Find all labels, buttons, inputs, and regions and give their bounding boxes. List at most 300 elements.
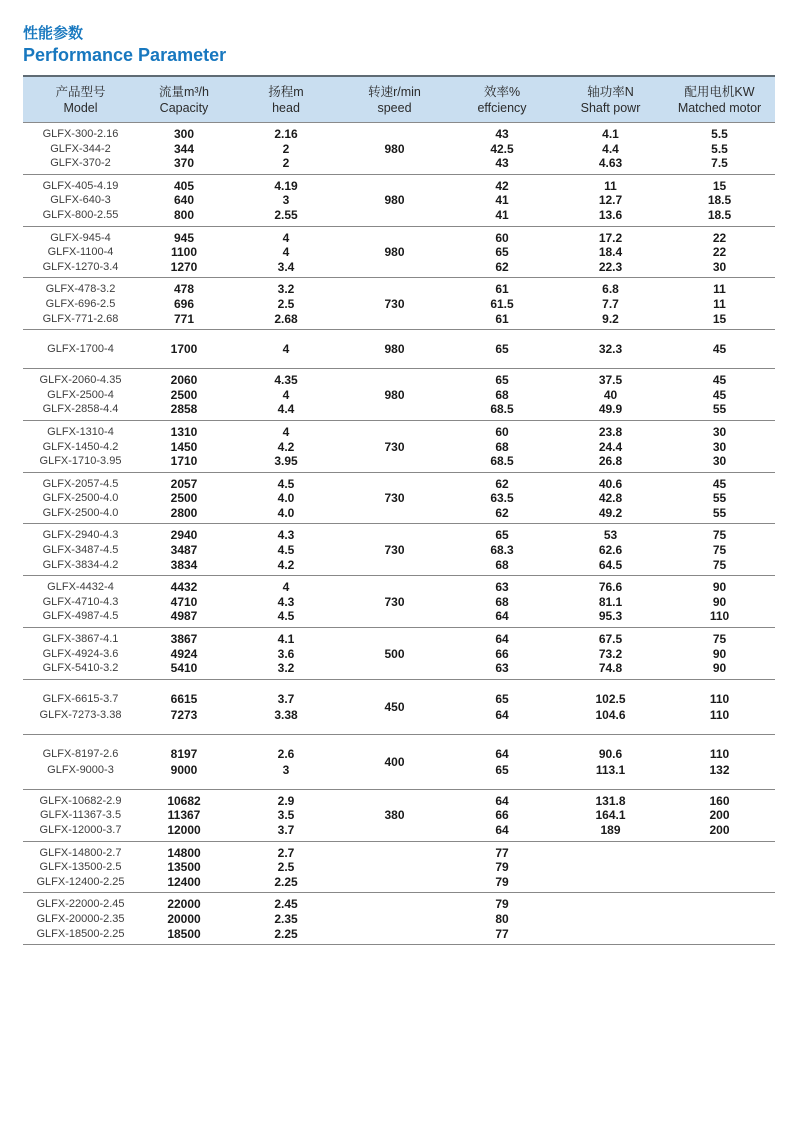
- value-cell: 3.2: [277, 282, 295, 297]
- speed-cell: 980: [384, 141, 405, 156]
- value-cell: 77: [495, 845, 509, 860]
- value-cell: 3.38: [274, 707, 298, 722]
- table-group: [23, 628, 775, 680]
- value-cell: 11: [713, 282, 726, 297]
- value-cell: 90: [712, 661, 727, 676]
- value-cell: 14800: [167, 845, 201, 860]
- value-cell: 4.5: [277, 609, 295, 624]
- value-cell: 640: [173, 193, 195, 208]
- speed-cell: 980: [384, 387, 405, 402]
- value-cell: 9.2: [602, 311, 619, 326]
- value-cell: 79: [495, 860, 509, 875]
- column-header-en: speed: [377, 101, 412, 115]
- value-cell: 22: [712, 230, 727, 245]
- model-cell: GLFX-945-4: [50, 231, 111, 244]
- value-cell: 15: [712, 178, 727, 193]
- value-cell: 65: [495, 691, 509, 706]
- table-group: [23, 680, 775, 735]
- value-cell: 4.4: [602, 141, 619, 156]
- value-cell: 1710: [170, 454, 198, 469]
- column-header-zh: 产品型号: [55, 85, 106, 99]
- value-cell: 696: [173, 296, 195, 311]
- value-cell: 2.16: [274, 127, 298, 141]
- value-cell: 1700: [170, 342, 198, 357]
- value-cell: 4.63: [598, 156, 623, 171]
- value-cell: 64: [495, 746, 509, 761]
- column-header-zh: 效率%: [483, 85, 521, 99]
- column-header-zh: 扬程m: [268, 85, 304, 99]
- value-cell: 1270: [170, 259, 198, 274]
- value-cell: 3: [282, 193, 290, 208]
- value-cell: 2500: [170, 491, 198, 506]
- model-cell: GLFX-1710-3.95: [39, 455, 122, 468]
- value-cell: 1450: [170, 439, 198, 454]
- table-group: [23, 735, 775, 790]
- model-cell: GLFX-2060-4.35: [39, 374, 122, 387]
- value-cell: 66: [495, 646, 509, 661]
- value-cell: 189: [600, 823, 621, 837]
- value-cell: 63.5: [490, 491, 514, 506]
- value-cell: 478: [173, 282, 195, 297]
- model-cell: GLFX-800-2.55: [42, 208, 119, 221]
- value-cell: 63: [495, 580, 509, 595]
- model-cell: GLFX-13500-2.5: [39, 861, 122, 874]
- value-cell: 64: [495, 609, 509, 624]
- value-cell: 8197: [170, 746, 198, 761]
- value-cell: 75: [712, 557, 727, 572]
- value-cell: 18.5: [707, 193, 732, 208]
- speed-cell: 730: [384, 543, 405, 558]
- model-cell: GLFX-2500-4.0: [42, 506, 119, 519]
- value-cell: 110: [709, 609, 730, 624]
- value-cell: 13500: [167, 860, 201, 875]
- value-cell: 4.5: [277, 476, 295, 491]
- value-cell: 4.0: [277, 491, 295, 506]
- model-cell: GLFX-4432-4: [47, 581, 114, 594]
- speed-cell: 500: [384, 646, 405, 661]
- model-cell: GLFX-2500-4.0: [42, 492, 119, 505]
- value-cell: 160: [709, 793, 730, 808]
- value-cell: 4.2: [277, 439, 295, 454]
- value-cell: 61.5: [490, 296, 514, 311]
- value-cell: 49.2: [598, 505, 623, 520]
- model-cell: GLFX-14800-2.7: [39, 846, 122, 859]
- value-cell: 2.68: [274, 311, 298, 326]
- value-cell: 12.7: [598, 193, 623, 208]
- table-header: [23, 77, 775, 123]
- value-cell: 68: [495, 557, 509, 572]
- value-cell: 65: [495, 373, 509, 388]
- value-cell: 42.5: [490, 141, 514, 156]
- column-header-en: Model: [63, 101, 98, 115]
- column-header-head: [230, 84, 342, 116]
- value-cell: 102.5: [595, 691, 626, 706]
- value-cell: 3.5: [277, 808, 295, 823]
- value-cell: [664, 897, 775, 912]
- value-cell: 3.4: [277, 259, 295, 274]
- model-cell: GLFX-1700-4: [47, 343, 114, 356]
- value-cell: 2.45: [274, 897, 298, 912]
- speed-cell: 980: [384, 245, 405, 260]
- table-group: [23, 175, 775, 227]
- model-cell: GLFX-640-3: [50, 194, 111, 207]
- value-cell: 344: [173, 141, 195, 156]
- value-cell: 18.5: [707, 207, 732, 222]
- table-group: [23, 576, 775, 628]
- value-cell: 55: [712, 491, 727, 506]
- model-cell: GLFX-4987-4.5: [42, 610, 119, 623]
- value-cell: 4.2: [277, 557, 295, 572]
- model-cell: GLFX-2858-4.4: [42, 403, 119, 416]
- speed-cell: 730: [384, 296, 405, 311]
- value-cell: 800: [173, 207, 195, 222]
- value-cell: 42: [495, 178, 509, 193]
- value-cell: 4.1: [277, 632, 295, 647]
- value-cell: 4.0: [277, 505, 295, 520]
- table-group: [23, 893, 775, 945]
- value-cell: 4: [282, 245, 290, 260]
- value-cell: 68: [495, 387, 509, 402]
- page-title-en: Performance Parameter: [23, 45, 227, 65]
- value-cell: 4.4: [277, 402, 295, 417]
- column-header-model: [23, 84, 138, 116]
- value-cell: 4.3: [277, 528, 295, 543]
- model-cell: GLFX-2940-4.3: [42, 529, 119, 542]
- value-cell: 64: [495, 632, 509, 647]
- value-cell: 62: [495, 505, 509, 520]
- value-cell: [664, 846, 775, 861]
- value-cell: 132: [709, 762, 730, 777]
- value-cell: 66: [495, 808, 509, 823]
- model-cell: GLFX-2057-4.5: [42, 477, 119, 490]
- value-cell: [557, 846, 664, 861]
- value-cell: 42.8: [598, 491, 623, 506]
- value-cell: 11: [713, 296, 726, 311]
- value-cell: 2.9: [277, 793, 295, 808]
- table-group: [23, 421, 775, 473]
- value-cell: 55: [712, 402, 727, 417]
- value-cell: 22.3: [598, 259, 623, 274]
- value-cell: 77: [495, 926, 509, 941]
- value-cell: 68: [495, 594, 509, 609]
- model-cell: GLFX-11367-3.5: [39, 809, 122, 822]
- value-cell: 75: [712, 528, 727, 543]
- value-cell: 68.5: [490, 402, 514, 417]
- value-cell: 64: [495, 793, 509, 808]
- value-cell: 7.7: [602, 296, 619, 311]
- value-cell: 79: [495, 874, 509, 889]
- value-cell: 200: [709, 808, 730, 823]
- column-header-en: Matched motor: [677, 101, 762, 115]
- value-cell: 73.2: [598, 646, 623, 661]
- value-cell: 79: [495, 897, 509, 912]
- value-cell: 5410: [170, 661, 198, 676]
- value-cell: 4.1: [602, 127, 619, 141]
- model-cell: GLFX-4710-4.3: [42, 595, 119, 608]
- speed-cell: 730: [384, 439, 405, 454]
- value-cell: 75: [712, 632, 727, 647]
- value-cell: 18.4: [598, 245, 623, 260]
- column-header-shaft-power: [557, 84, 664, 116]
- value-cell: 30: [712, 259, 727, 274]
- speed-cell: 980: [384, 193, 405, 208]
- value-cell: 131.8: [595, 793, 626, 808]
- column-header-zh: 轴功率N: [587, 85, 634, 99]
- value-cell: 4: [282, 580, 290, 595]
- value-cell: 3.95: [274, 454, 298, 469]
- column-header-en: Capacity: [159, 101, 209, 115]
- performance-table: [23, 75, 775, 945]
- value-cell: 80: [495, 911, 509, 926]
- value-cell: 32.3: [598, 342, 623, 357]
- value-cell: 2.7: [277, 845, 295, 860]
- value-cell: 41: [495, 193, 509, 208]
- model-cell: GLFX-771-2.68: [42, 312, 119, 325]
- value-cell: 2.5: [277, 860, 295, 875]
- value-cell: 110: [709, 746, 730, 761]
- value-cell: [557, 912, 664, 927]
- table-group: [23, 330, 775, 369]
- value-cell: 68.5: [490, 454, 514, 469]
- value-cell: 24.4: [598, 439, 623, 454]
- value-cell: 2.6: [277, 746, 295, 761]
- value-cell: 2858: [170, 402, 198, 417]
- value-cell: 5.5: [711, 141, 728, 156]
- table-group: [23, 227, 775, 279]
- value-cell: 2057: [170, 476, 198, 491]
- value-cell: 4710: [170, 594, 198, 609]
- column-header-capacity: [138, 84, 230, 116]
- value-cell: 61: [495, 282, 509, 297]
- model-cell: GLFX-3867-4.1: [42, 633, 119, 646]
- value-cell: 405: [173, 178, 195, 193]
- value-cell: 2.25: [274, 926, 298, 941]
- value-cell: 43: [495, 127, 509, 141]
- value-cell: 45: [712, 342, 727, 357]
- value-cell: 3: [282, 762, 290, 777]
- value-cell: [557, 897, 664, 912]
- value-cell: 23.8: [598, 424, 623, 439]
- value-cell: 3487: [170, 543, 198, 558]
- value-cell: 300: [173, 127, 195, 141]
- column-header-zh: 配用电机KW: [684, 85, 755, 99]
- model-cell: GLFX-4924-3.6: [42, 647, 119, 660]
- value-cell: 60: [495, 230, 509, 245]
- value-cell: 67.5: [598, 632, 623, 647]
- value-cell: 65: [495, 342, 509, 357]
- value-cell: 4.3: [277, 594, 295, 609]
- model-cell: GLFX-7273-3.38: [39, 708, 122, 721]
- value-cell: 4.5: [277, 543, 295, 558]
- model-cell: GLFX-1450-4.2: [42, 440, 119, 453]
- value-cell: [664, 860, 775, 875]
- speed-cell: 450: [384, 699, 405, 714]
- value-cell: 15: [712, 311, 727, 326]
- value-cell: 62: [495, 476, 509, 491]
- value-cell: 74.8: [598, 661, 623, 676]
- value-cell: 41: [495, 207, 509, 222]
- value-cell: 95.3: [598, 609, 623, 624]
- value-cell: 17.2: [598, 230, 623, 245]
- model-cell: GLFX-344-2: [50, 142, 111, 155]
- value-cell: 55: [712, 505, 727, 520]
- value-cell: 12400: [167, 874, 201, 889]
- column-header-speed: [342, 84, 447, 116]
- value-cell: 13.6: [598, 207, 623, 222]
- value-cell: 771: [173, 311, 195, 326]
- value-cell: 60: [495, 424, 509, 439]
- value-cell: 1310: [170, 424, 198, 439]
- value-cell: 2.55: [274, 207, 298, 222]
- value-cell: 113.1: [595, 762, 626, 777]
- value-cell: 64: [495, 707, 509, 722]
- value-cell: [664, 875, 775, 890]
- value-cell: [664, 927, 775, 942]
- column-header-en: Shaft powr: [580, 101, 641, 115]
- table-group: [23, 278, 775, 330]
- value-cell: 4.35: [274, 373, 298, 388]
- value-cell: 62: [495, 259, 509, 274]
- value-cell: 64: [495, 823, 509, 837]
- speed-cell: 400: [384, 754, 405, 769]
- column-header-zh: 转速r/min: [368, 85, 421, 99]
- model-cell: GLFX-405-4.19: [42, 179, 119, 192]
- value-cell: 2.35: [274, 911, 298, 926]
- column-header-matched-motor: [664, 84, 775, 116]
- value-cell: 7.5: [711, 156, 728, 171]
- value-cell: 10682: [167, 793, 201, 808]
- value-cell: 64.5: [598, 557, 623, 572]
- value-cell: [557, 927, 664, 942]
- model-cell: GLFX-12400-2.25: [36, 875, 125, 888]
- value-cell: 6615: [170, 691, 198, 706]
- model-cell: GLFX-300-2.16: [42, 128, 119, 140]
- page-title-zh: 性能参数: [23, 25, 84, 42]
- column-header-en: head: [272, 101, 300, 115]
- model-cell: GLFX-6615-3.7: [42, 692, 119, 705]
- value-cell: 6.8: [602, 282, 619, 297]
- value-cell: 90.6: [598, 746, 623, 761]
- table-group: [23, 369, 775, 421]
- table-body: [23, 123, 775, 945]
- value-cell: 75: [712, 543, 727, 558]
- value-cell: 2.25: [274, 874, 298, 889]
- value-cell: 40.6: [598, 476, 623, 491]
- value-cell: 63: [495, 661, 509, 676]
- model-cell: GLFX-20000-2.35: [36, 912, 125, 925]
- model-cell: GLFX-1270-3.4: [42, 260, 119, 273]
- value-cell: 2800: [170, 505, 198, 520]
- value-cell: 30: [712, 439, 727, 454]
- column-header-zh: 流量m³/h: [158, 85, 209, 99]
- value-cell: 90: [712, 580, 727, 595]
- value-cell: 76.6: [598, 580, 623, 595]
- value-cell: 37.5: [598, 373, 623, 388]
- table-group: [23, 524, 775, 576]
- value-cell: 4: [282, 230, 290, 245]
- value-cell: 20000: [167, 911, 201, 926]
- value-cell: 7273: [170, 707, 198, 722]
- value-cell: 4: [282, 387, 290, 402]
- model-cell: GLFX-8197-2.6: [42, 747, 119, 760]
- table-group: [23, 842, 775, 894]
- value-cell: 26.8: [598, 454, 623, 469]
- model-cell: GLFX-18500-2.25: [36, 927, 125, 940]
- value-cell: 68: [495, 439, 509, 454]
- value-cell: 4987: [170, 609, 198, 624]
- value-cell: [557, 875, 664, 890]
- value-cell: 81.1: [598, 594, 623, 609]
- value-cell: 3.2: [277, 661, 295, 676]
- value-cell: 2500: [170, 387, 198, 402]
- model-cell: GLFX-478-3.2: [45, 283, 116, 296]
- value-cell: 4.19: [274, 178, 298, 193]
- value-cell: 65: [495, 245, 509, 260]
- value-cell: 49.9: [598, 402, 623, 417]
- value-cell: 65: [495, 528, 509, 543]
- value-cell: 53: [603, 528, 618, 543]
- value-cell: 30: [712, 424, 727, 439]
- value-cell: 945: [173, 230, 195, 245]
- value-cell: 12000: [167, 823, 201, 837]
- value-cell: 18500: [167, 926, 201, 941]
- value-cell: 43: [495, 156, 509, 171]
- value-cell: 4: [282, 342, 290, 357]
- model-cell: GLFX-10682-2.9: [39, 794, 122, 807]
- value-cell: 90: [712, 594, 727, 609]
- value-cell: 45: [712, 373, 727, 388]
- value-cell: 68.3: [490, 543, 514, 558]
- speed-cell: 380: [384, 808, 405, 823]
- value-cell: 370: [173, 156, 195, 171]
- column-header-efficiency: [447, 84, 557, 116]
- value-cell: 4924: [170, 646, 198, 661]
- value-cell: 3834: [170, 557, 198, 572]
- table-group: [23, 123, 775, 175]
- value-cell: 9000: [170, 762, 198, 777]
- model-cell: GLFX-5410-3.2: [42, 662, 119, 675]
- model-cell: GLFX-370-2: [50, 157, 111, 170]
- value-cell: 2940: [170, 528, 198, 543]
- value-cell: 62.6: [598, 543, 623, 558]
- speed-cell: 730: [384, 491, 405, 506]
- value-cell: 2060: [170, 373, 198, 388]
- table-group: [23, 790, 775, 842]
- value-cell: [664, 912, 775, 927]
- value-cell: 22000: [167, 897, 201, 912]
- model-cell: GLFX-2500-4: [47, 388, 114, 401]
- value-cell: 1100: [170, 245, 198, 260]
- value-cell: 40: [603, 387, 618, 402]
- value-cell: 45: [712, 387, 727, 402]
- value-cell: 3.7: [277, 691, 295, 706]
- value-cell: 22: [712, 245, 727, 260]
- value-cell: 2: [282, 141, 290, 156]
- value-cell: 110: [709, 707, 730, 722]
- title-block: [23, 24, 775, 66]
- value-cell: 11367: [167, 808, 201, 823]
- value-cell: 164.1: [595, 808, 626, 823]
- model-cell: GLFX-696-2.5: [45, 297, 116, 310]
- value-cell: 2: [282, 156, 290, 171]
- model-cell: GLFX-12000-3.7: [39, 824, 122, 836]
- speed-cell: 980: [384, 342, 405, 357]
- speed-cell: 730: [384, 594, 405, 609]
- value-cell: 200: [709, 823, 730, 837]
- value-cell: 65: [495, 762, 509, 777]
- model-cell: GLFX-1310-4: [47, 425, 114, 438]
- table-group: [23, 473, 775, 525]
